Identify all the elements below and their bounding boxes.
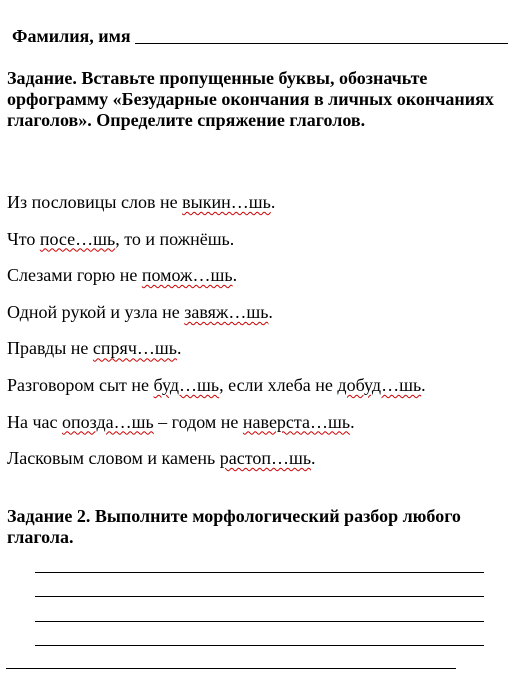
name-blank-line[interactable] [135,23,508,44]
proverb-list [7,191,512,484]
proverb-item: Слезами горю не помож…шь. [7,265,238,286]
proverb-item: Из пословицы слов не выкин…шь. [7,192,276,212]
proverb-item: Что посе…шь, то и пожнёшь. [7,228,235,249]
blank-word: наверста…шь [242,411,351,432]
name-label: Фамилия, имя [12,26,131,46]
blank-word: растоп…шь [219,448,312,469]
proverb-item: Ласковым словом и камень растоп…шь. [7,448,316,469]
answer-line[interactable] [35,645,484,646]
proverb-item: Одной рукой и узла не завяж…шь. [7,301,273,322]
name-field-row [12,22,508,46]
proverb-item: Разговором сыт не буд…шь, если хлеба не добуд…шь. [7,374,426,395]
blank-word: помож…шь [141,265,233,286]
blank-word: добуд…шь [337,374,422,395]
blank-word: спряч…шь [92,338,177,359]
answer-line[interactable] [35,596,484,597]
task-1-instructions: Задание. Вставьте пропущенные буквы, обозначьте орфограмму «Безударные окончания в личных окончаниях глаголов». Определите спряжение глаголов. [7,68,494,130]
answer-line[interactable] [6,668,456,669]
blank-word: завяж…шь [184,301,269,322]
task-2-instructions: Задание 2. Выполните морфологический разбор любого глагола. [7,506,461,547]
blank-word: опозда…шь [62,411,154,432]
blank-word: буд…шь [153,374,220,395]
blank-word: посе…шь [39,228,116,249]
blank-word: выкин…шь [182,192,271,212]
answer-line[interactable] [35,621,484,622]
proverb-item: На час опозда…шь – годом не наверста…шь. [7,411,355,432]
answer-line[interactable] [35,572,484,573]
proverb-item: Правды не спряч…шь. [7,338,182,359]
